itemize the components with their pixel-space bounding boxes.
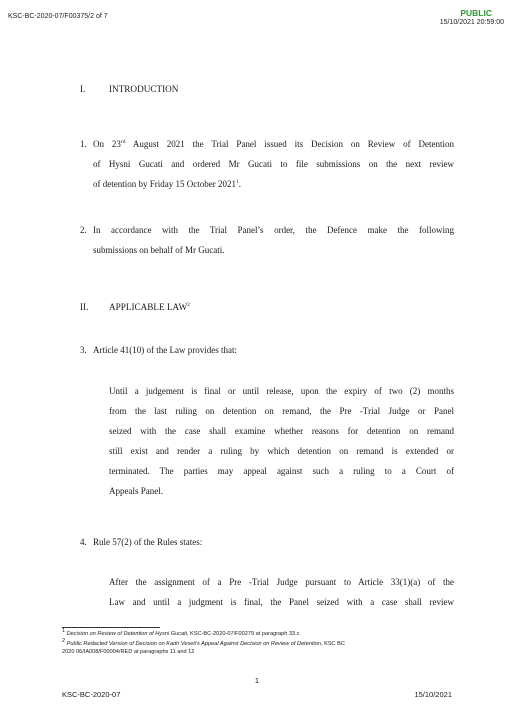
quote-line: After the assignment of a Pre -Trial Judge pursuant to Article 33(1)(a) of the — [109, 577, 454, 587]
block-quote-article-41 — [109, 381, 454, 501]
footnote-reference[interactable]: 2 — [187, 301, 190, 308]
paragraph-number: 4. — [80, 537, 87, 547]
quote-line: Until a judgement is final or until release, upon the expiry of two (2) months — [109, 386, 454, 396]
paragraph-3 — [80, 340, 454, 360]
filing-timestamp: 15/10/2021 20:59:00 — [439, 19, 504, 26]
quote-line: Appeals Panel. — [109, 486, 163, 496]
page-number: 1 — [254, 676, 260, 685]
section-heading-introduction — [80, 84, 178, 94]
section-numeral: I. — [80, 84, 86, 94]
paragraph-number: 2. — [80, 225, 87, 235]
section-title: APPLICABLE LAW — [109, 302, 188, 312]
paragraph-line: of Hysni Gucati and ordered Mr Gucati to file submissions on the next review — [93, 159, 454, 169]
footnote-2: $^2$ Public Redacted Version of Decision on Kadri Veseli’s Appeal Against Decision on Review of Detention, KSC BC 2020 06/IA008/F00004/RED at paragraphs 11 and 12 — [62, 638, 345, 655]
paragraph-number: 3. — [80, 345, 87, 355]
section-title: INTRODUCTION — [109, 84, 179, 94]
footnote-reference[interactable]: 1 — [235, 179, 239, 185]
paragraph-4 — [80, 532, 454, 552]
paragraph-number: 1. — [80, 139, 87, 149]
footnote-separator — [62, 627, 160, 628]
paragraph-line: On 23rd August 2021 the Trial Panel issued its Decision on Review of Detention — [93, 139, 455, 149]
quote-line: Law and until a judgment is final, the Panel seized with a case shall review — [109, 597, 454, 607]
paragraph-line: In accordance with the Trial Panel’s order, the Defence make the following — [93, 225, 454, 235]
quote-line: from the last ruling on detention on remand, the Pre -Trial Judge or Panel — [109, 406, 454, 416]
footer-case-reference: KSC-BC-2020-07 — [62, 690, 121, 699]
quote-line: still exist and render a ruling by which detention on remand is extended or — [109, 446, 454, 456]
block-quote-rule-57 — [109, 572, 454, 612]
quote-line: terminated. The parties may appeal against such a ruling to a Court of — [109, 466, 454, 476]
paragraph-1 — [80, 134, 454, 194]
footer-date: 15/10/2021 — [414, 690, 452, 699]
paragraph-2 — [80, 220, 454, 260]
paragraph-line: of detention by Friday 15 October 2021$^1$. — [93, 179, 241, 189]
paragraph-line: Article 41(10) of the Law provides that: — [93, 345, 237, 355]
paragraph-line: submissions on behalf of Mr Gucati. — [93, 245, 225, 255]
footnote-1: $^1$ Decision on Review of Detention of Hysni Gucati, KSC-BC-2020-07/F00279 at paragraph 33.c — [62, 628, 300, 637]
footnote-mark: 1 — [62, 628, 66, 635]
header-stamp — [440, 9, 504, 27]
section-heading-applicable-law — [80, 302, 190, 312]
quote-line: seized with the case shall examine whether reasons for detention on remand — [109, 426, 454, 436]
paragraph-line: Rule 57(2) of the Rules states: — [93, 537, 203, 547]
footnote-mark: 2 — [62, 638, 66, 645]
header-document-reference: KSC-BC-2020-07/F00375/2 of 7 — [8, 13, 108, 20]
section-numeral: II. — [80, 302, 89, 312]
classification-label: PUBLIC — [460, 8, 492, 18]
